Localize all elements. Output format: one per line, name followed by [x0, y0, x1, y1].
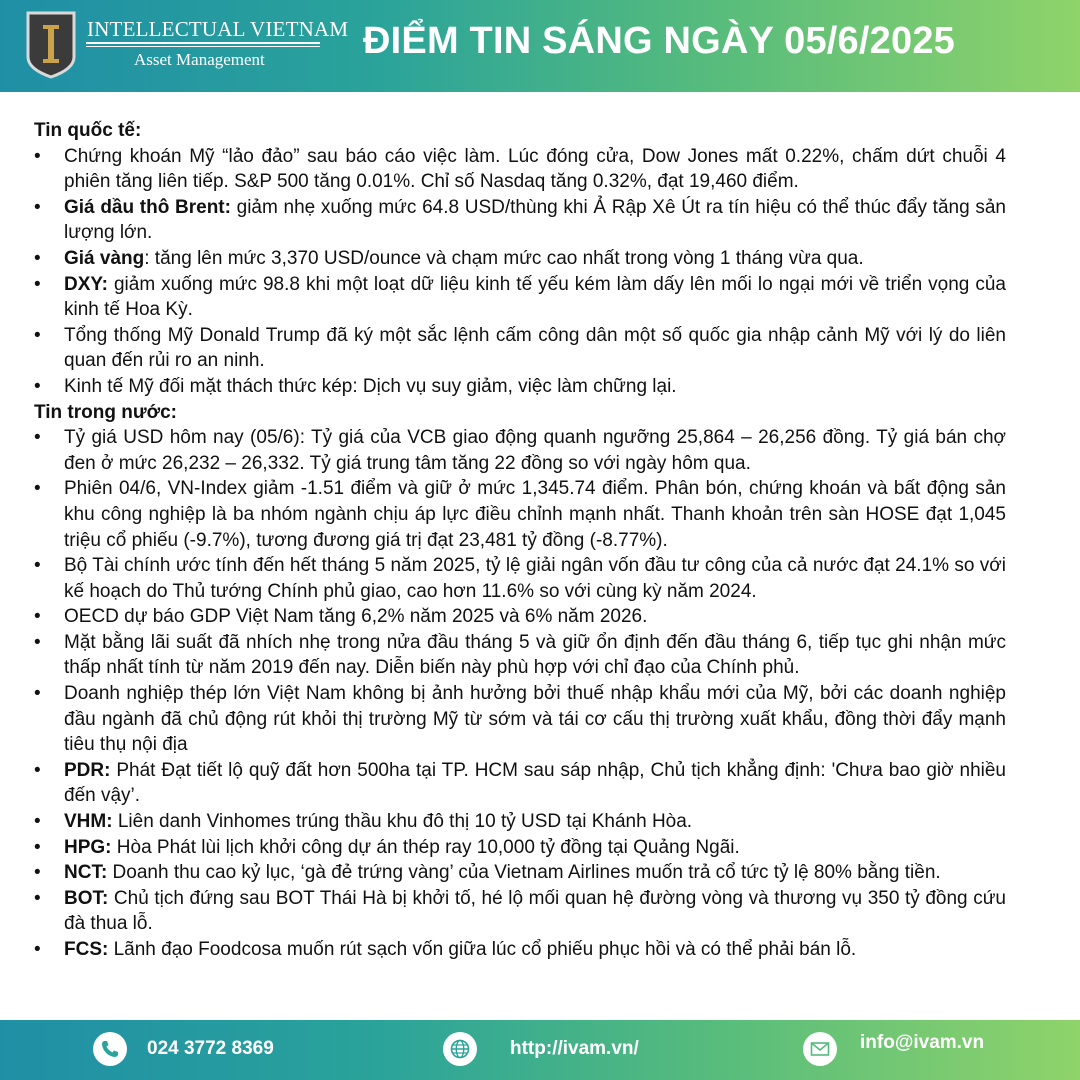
shield-logo-icon: [26, 11, 76, 79]
news-item-text: giảm nhẹ xuống mức 64.8 USD/thùng khi Ả Rập Xê Út ra tín hiệu có thể thúc đẩy tăng sản lượng lớn.: [64, 196, 1006, 244]
news-item-text: Chủ tịch đứng sau BOT Thái Hà bị khởi tố, hé lộ mối quan hệ đường vòng và thương vụ 350 tỷ đồng cứu đà thua lỗ.: [64, 887, 1006, 935]
international-section-title: Tin quốc tế:: [34, 120, 142, 141]
website-link[interactable]: http://ivam.vn/: [510, 1038, 639, 1059]
news-item: [34, 758, 1006, 809]
news-item-text: Doanh nghiệp thép lớn Việt Nam không bị ảnh hưởng bởi thuế nhập khẩu mới của Mỹ, bởi các doanh nghiệp đầu ngành đã chủ động rút khỏi thị trường Mỹ từ sớm và tái cơ cấu thị trường xuất khẩu, đồng thời đẩy mạnh tiêu thụ nội địa: [64, 683, 1006, 756]
news-item-text: Phát Đạt tiết lộ quỹ đất hơn 500ha tại TP. HCM sau sáp nhập, Chủ tịch khẳng định: 'Chưa bao giờ nhiều đến vậy’.: [64, 759, 1006, 807]
news-item-text: Mặt bằng lãi suất đã nhích nhẹ trong nửa đầu tháng 5 và giữ ổn định đến đầu tháng 6, tiếp tục ghi nhận mức thấp nhất tính từ năm 2019 đến nay. Diễn biến này phù hợp với chỉ đạo của Chính phủ.: [64, 631, 1006, 679]
news-item-label: BOT:: [64, 887, 109, 909]
news-content: [34, 118, 1006, 963]
news-item: [34, 835, 1006, 861]
news-item-text: Liên danh Vinhomes trúng thầu khu đô thị 10 tỷ USD tại Khánh Hòa.: [112, 811, 693, 833]
brand-name: INTELLECTUAL VIETNAM: [87, 17, 349, 41]
news-item: [34, 886, 1006, 937]
news-item-text: : tăng lên mức 3,370 USD/ounce và chạm mức cao nhất trong vòng 1 tháng vừa qua.: [144, 247, 864, 269]
news-item-label: Giá vàng: [64, 247, 145, 269]
news-item: [34, 272, 1006, 323]
news-item-text: Phiên 04/6, VN-Index giảm -1.51 điểm và giữ ở mức 1,345.74 điểm. Phân bón, chứng khoán và bất động sản khu công nghiệp là ba nhóm ngành chịu áp lực điều chỉnh mạnh nhất. Thanh khoản trên sàn HOSE đạt 1,045 triệu cổ phiếu (-9.7%), tương đương giá trị đạt 23,481 tỷ đồng (-8.77%).: [64, 478, 1006, 551]
news-item-text: Hòa Phát lùi lịch khởi công dự án thép ray 10,000 tỷ đồng tại Quảng Ngãi.: [111, 836, 740, 858]
brand-subtitle: Asset Management: [134, 50, 265, 69]
news-item: [34, 476, 1006, 553]
news-item-text: Lãnh đạo Foodcosa muốn rút sạch vốn giữa lúc cổ phiếu phục hồi và có thể phải bán lỗ.: [108, 939, 857, 960]
header-banner: [0, 0, 1080, 92]
news-item-text: giảm xuống mức 98.8 khi một loạt dữ liệu kinh tế yếu kém làm dấy lên mối lo ngại mới về triển vọng của kinh tế Hoa Kỳ.: [64, 273, 1006, 321]
page-title: ĐIỂM TIN SÁNG NGÀY 05/6/2025: [363, 20, 955, 62]
news-item-text: Kinh tế Mỹ đối mặt thách thức kép: Dịch vụ suy giảm, việc làm chững lại.: [64, 375, 677, 397]
news-item-label: HPG:: [64, 836, 112, 858]
news-item: [34, 323, 1006, 374]
brand-divider: [86, 42, 320, 44]
news-item: [34, 809, 1006, 835]
news-item-label: Giá dầu thô Brent:: [64, 196, 231, 218]
news-item-text: Doanh thu cao kỷ lục, ‘gà đẻ trứng vàng’ của Vietnam Airlines muốn trả cổ tức tỷ lệ 80% bằng tiền.: [107, 862, 941, 884]
brand-divider-thin: [86, 46, 320, 47]
news-item: [34, 630, 1006, 681]
news-item: [34, 553, 1006, 604]
news-item-text: OECD dự báo GDP Việt Nam tăng 6,2% năm 2025 và 6% năm 2026.: [64, 606, 648, 628]
mail-icon: [803, 1032, 837, 1066]
news-item: [34, 681, 1006, 758]
news-item-label: NCT:: [64, 862, 108, 884]
news-item: [34, 144, 1006, 195]
news-item-label: VHM:: [64, 811, 113, 833]
phone-icon: [93, 1032, 127, 1066]
news-item: [34, 425, 1006, 476]
news-item: [34, 860, 1006, 886]
domestic-news-list: [34, 425, 1006, 962]
news-item-text: Tổng thống Mỹ Donald Trump đã ký một sắc lệnh cấm công dân một số quốc gia nhập cảnh Mỹ với lý do liên quan đến rủi ro an ninh.: [64, 324, 1006, 372]
international-news-list: [34, 144, 1006, 400]
news-item: [34, 937, 1006, 963]
phone-number[interactable]: 024 3772 8369: [147, 1038, 274, 1059]
news-item-text: Tỷ giá USD hôm nay (05/6): Tỷ giá của VCB giao động quanh ngưỡng 25,864 – 26,256 đồng. Tỷ giá bán chợ đen ở mức 26,232 – 26,332. Tỷ giá trung tâm tăng 22 đồng so với ngày hôm qua.: [64, 427, 1006, 474]
footer-bar: [0, 1020, 1080, 1080]
news-item: [34, 246, 1006, 272]
news-item: [34, 374, 1006, 400]
email-link[interactable]: info@ivam.vn: [860, 1032, 985, 1053]
domestic-section-title: Tin trong nước:: [34, 401, 178, 423]
news-item: [34, 604, 1006, 630]
news-item-text: Bộ Tài chính ước tính đến hết tháng 5 năm 2025, tỷ lệ giải ngân vốn đầu tư công của cả nước đạt 24.1% so với kế hoạch do Thủ tướng Chính phủ giao, cao hơn 11.6% so với cùng kỳ năm 2024.: [64, 555, 1006, 602]
news-item-label: FCS:: [64, 939, 109, 960]
news-item-label: DXY:: [64, 273, 108, 295]
news-item: [34, 195, 1006, 246]
globe-icon: [443, 1032, 477, 1066]
news-item-label: PDR:: [64, 759, 111, 781]
news-item-text: Chứng khoán Mỹ “lảo đảo” sau báo cáo việc làm. Lúc đóng cửa, Dow Jones mất 0.22%, chấm dứt chuỗi 4 phiên tăng liên tiếp. S&P 500 tăng 0.01%. Chỉ số Nasdaq tăng 0.32%, đạt 19,460 điểm.: [64, 145, 1006, 193]
